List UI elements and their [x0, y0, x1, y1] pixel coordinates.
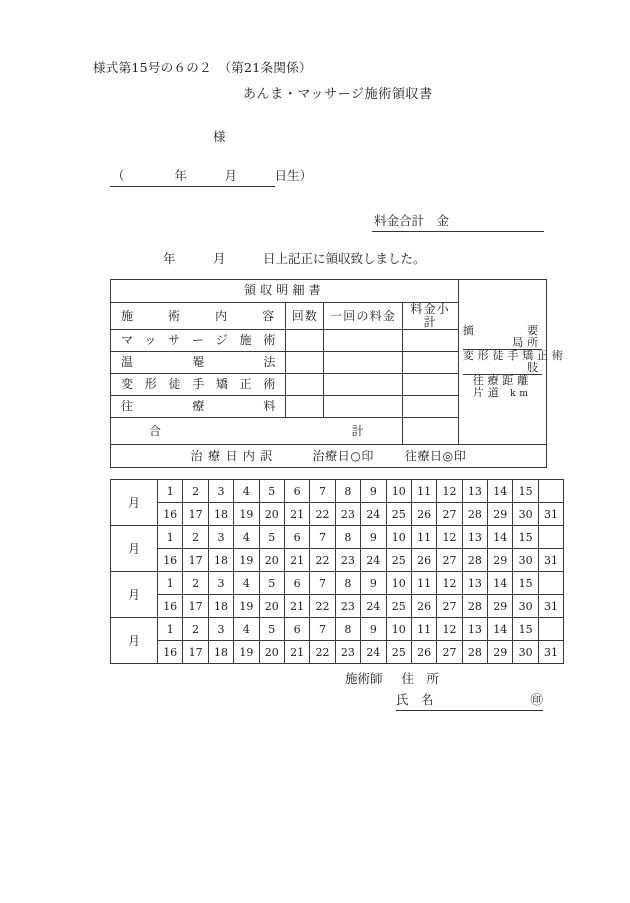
- day-cell[interactable]: 26: [411, 595, 436, 618]
- day-cell[interactable]: 8: [335, 526, 360, 549]
- day-cell[interactable]: 7: [310, 480, 335, 503]
- day-cell[interactable]: 29: [488, 503, 513, 526]
- day-cell[interactable]: 28: [462, 549, 487, 572]
- day-cell[interactable]: 17: [183, 641, 208, 664]
- day-cell[interactable]: 18: [208, 641, 233, 664]
- remarks-distance-unit: km: [510, 388, 532, 399]
- practitioner-label: 施術師: [345, 671, 383, 686]
- count-massage[interactable]: [286, 330, 324, 352]
- day-cell[interactable]: 25: [386, 595, 411, 618]
- receipt-detail-table: [110, 279, 567, 468]
- day-cell[interactable]: 5: [259, 526, 284, 549]
- birth-date-field[interactable]: （ 年 月 日生）: [110, 170, 275, 187]
- day-cell[interactable]: 12: [437, 526, 462, 549]
- month-block-2: [110, 525, 564, 572]
- treatment-days-section-header-row: [111, 445, 547, 468]
- day-cell[interactable]: 16: [158, 549, 183, 572]
- day-cell[interactable]: 20: [259, 641, 284, 664]
- day-cell[interactable]: 31: [538, 503, 563, 526]
- day-cell[interactable]: 1: [158, 526, 183, 549]
- calendar-row: [111, 480, 564, 503]
- document-title: あんま・マッサージ施術領収書: [243, 87, 433, 102]
- day-cell[interactable]: 30: [513, 503, 538, 526]
- day-cell[interactable]: 30: [513, 595, 538, 618]
- day-cell[interactable]: 18: [208, 595, 233, 618]
- treatment-days-section-header: [111, 445, 547, 468]
- month-block-3: [110, 571, 564, 618]
- day-cell-empty[interactable]: [538, 572, 563, 595]
- day-cell[interactable]: 18: [208, 549, 233, 572]
- day-cell[interactable]: 15: [513, 572, 538, 595]
- day-cell[interactable]: 4: [234, 572, 259, 595]
- day-cell[interactable]: 9: [361, 526, 386, 549]
- day-cell[interactable]: 20: [259, 595, 284, 618]
- day-cell[interactable]: 29: [488, 549, 513, 572]
- day-cell[interactable]: 26: [411, 641, 436, 664]
- day-cell[interactable]: 31: [538, 641, 563, 664]
- unit-price-deformity-correction[interactable]: [324, 374, 402, 396]
- calendar-row: [111, 526, 564, 549]
- day-cell[interactable]: 16: [158, 503, 183, 526]
- subtotal-warm-compress[interactable]: [402, 352, 458, 374]
- day-cell[interactable]: 12: [437, 572, 462, 595]
- remarks-local-label: 局所: [463, 337, 542, 350]
- day-cell[interactable]: 25: [386, 503, 411, 526]
- treatment-days-title: 治療日内訳: [190, 448, 278, 463]
- day-cell[interactable]: 3: [208, 480, 233, 503]
- column-header-count: 回数: [286, 303, 324, 330]
- day-cell-empty[interactable]: [538, 526, 563, 549]
- service-name-deformity-correction: 変形徒手矯正術: [111, 374, 286, 396]
- day-cell[interactable]: 30: [513, 641, 538, 664]
- service-name-warm-compress: 温罨法: [111, 352, 286, 374]
- day-cell[interactable]: 15: [513, 618, 538, 641]
- service-name-massage: マッサージ施術: [111, 330, 286, 352]
- day-cell[interactable]: 3: [208, 526, 233, 549]
- day-cell[interactable]: 15: [513, 480, 538, 503]
- column-header-content: 施術内容: [111, 303, 286, 330]
- day-cell[interactable]: 27: [437, 641, 462, 664]
- day-cell[interactable]: 10: [386, 480, 411, 503]
- day-cell[interactable]: 24: [361, 641, 386, 664]
- unit-price-warm-compress[interactable]: [324, 352, 402, 374]
- month-cell[interactable]: 月: [111, 526, 158, 572]
- day-cell[interactable]: 1: [158, 572, 183, 595]
- practitioner-address-row: [345, 673, 439, 686]
- day-cell[interactable]: 12: [437, 480, 462, 503]
- calendar-row: [111, 595, 564, 618]
- day-cell[interactable]: 9: [361, 480, 386, 503]
- month-cell[interactable]: 月: [111, 572, 158, 618]
- day-cell[interactable]: 1: [158, 618, 183, 641]
- day-cell[interactable]: 29: [488, 641, 513, 664]
- day-cell[interactable]: 11: [411, 618, 436, 641]
- day-cell[interactable]: 21: [284, 641, 309, 664]
- day-cell[interactable]: 4: [234, 618, 259, 641]
- day-cell[interactable]: 27: [437, 549, 462, 572]
- day-cell-empty[interactable]: [538, 480, 563, 503]
- day-cell[interactable]: 10: [386, 618, 411, 641]
- day-cell[interactable]: 19: [234, 641, 259, 664]
- remarks-limb-label: 肢: [463, 362, 542, 375]
- service-name-home-visit-fee: 往療料: [111, 396, 286, 418]
- day-cell[interactable]: 3: [208, 618, 233, 641]
- day-cell[interactable]: 14: [488, 572, 513, 595]
- day-cell[interactable]: 25: [386, 641, 411, 664]
- address-label: 住 所: [401, 671, 439, 686]
- count-warm-compress[interactable]: [286, 352, 324, 374]
- day-cell[interactable]: 7: [310, 572, 335, 595]
- day-cell[interactable]: 16: [158, 641, 183, 664]
- fee-total-field[interactable]: 料金合計 金: [372, 215, 544, 232]
- day-cell[interactable]: 2: [183, 572, 208, 595]
- day-cell[interactable]: 3: [208, 572, 233, 595]
- day-cell[interactable]: 4: [234, 480, 259, 503]
- day-cell[interactable]: 10: [386, 526, 411, 549]
- day-cell[interactable]: 13: [462, 618, 487, 641]
- day-cell[interactable]: 9: [361, 618, 386, 641]
- day-cell[interactable]: 26: [411, 503, 436, 526]
- day-cell[interactable]: 2: [183, 480, 208, 503]
- remarks-deformity-label: 変形徒手矯正術: [462, 348, 567, 362]
- day-cell[interactable]: 11: [411, 572, 436, 595]
- day-cell[interactable]: 22: [310, 595, 335, 618]
- day-cell[interactable]: 24: [361, 503, 386, 526]
- detail-table-title: 領収明細書: [111, 280, 459, 303]
- day-cell[interactable]: 29: [488, 595, 513, 618]
- day-cell[interactable]: 15: [513, 526, 538, 549]
- receipt-date-sentence: 年 月 日上記正に領収致しました。: [163, 251, 426, 266]
- day-cell[interactable]: 1: [158, 480, 183, 503]
- day-cell[interactable]: 4: [234, 526, 259, 549]
- day-cell[interactable]: 19: [234, 549, 259, 572]
- day-cell[interactable]: 2: [183, 618, 208, 641]
- day-cell[interactable]: 21: [284, 549, 309, 572]
- day-cell[interactable]: 5: [259, 618, 284, 641]
- remarks-cell[interactable]: [458, 280, 567, 445]
- remarks-visit-distance-label: 往療距離: [472, 373, 533, 387]
- day-cell[interactable]: 13: [462, 526, 487, 549]
- month-cell[interactable]: 月: [111, 480, 158, 526]
- day-cell[interactable]: 6: [284, 618, 309, 641]
- legend-visit-day: 往療日◎印: [404, 448, 467, 463]
- day-cell[interactable]: 6: [284, 480, 309, 503]
- day-cell[interactable]: 18: [208, 503, 233, 526]
- calendar-row: [111, 572, 564, 595]
- day-cell[interactable]: 19: [234, 503, 259, 526]
- day-cell[interactable]: 23: [335, 549, 360, 572]
- day-cell[interactable]: 7: [310, 618, 335, 641]
- column-header-unit-price: 一回の料金: [324, 303, 402, 330]
- detail-table-title-row: [111, 280, 547, 303]
- day-cell[interactable]: 19: [234, 595, 259, 618]
- day-cell[interactable]: 17: [183, 595, 208, 618]
- detail-total-label: 合計: [111, 418, 403, 445]
- day-cell[interactable]: 7: [310, 526, 335, 549]
- day-cell[interactable]: 9: [361, 572, 386, 595]
- day-cell[interactable]: 31: [538, 549, 563, 572]
- day-cell[interactable]: 23: [335, 641, 360, 664]
- practitioner-name-row[interactable]: [396, 694, 543, 711]
- day-cell[interactable]: 8: [335, 480, 360, 503]
- day-cell[interactable]: 20: [259, 549, 284, 572]
- calendar-row: [111, 503, 564, 526]
- day-cell[interactable]: 24: [361, 549, 386, 572]
- subtotal-massage[interactable]: [402, 330, 458, 352]
- day-cell[interactable]: 25: [386, 549, 411, 572]
- remarks-header: 摘要: [462, 323, 542, 337]
- day-cell-empty[interactable]: [538, 618, 563, 641]
- calendar-row: [111, 641, 564, 664]
- day-cell[interactable]: 12: [437, 618, 462, 641]
- day-cell[interactable]: 22: [310, 641, 335, 664]
- day-cell[interactable]: 6: [284, 572, 309, 595]
- name-label: 氏 名: [396, 692, 434, 707]
- day-cell[interactable]: 31: [538, 595, 563, 618]
- name-field[interactable]: [396, 694, 543, 711]
- day-cell[interactable]: 11: [411, 526, 436, 549]
- remarks-one-way-label: 片道: [473, 385, 503, 399]
- day-cell[interactable]: 8: [335, 572, 360, 595]
- day-cell[interactable]: 30: [513, 549, 538, 572]
- count-deformity-correction[interactable]: [286, 374, 324, 396]
- day-cell[interactable]: 27: [437, 503, 462, 526]
- month-cell[interactable]: 月: [111, 618, 158, 664]
- column-header-subtotal: 料金小計: [402, 303, 458, 330]
- patient-honorific: 様: [213, 129, 226, 144]
- detail-total-value[interactable]: [402, 418, 458, 445]
- day-cell[interactable]: 28: [462, 595, 487, 618]
- day-cell[interactable]: 2: [183, 526, 208, 549]
- calendar-row: [111, 549, 564, 572]
- day-cell[interactable]: 14: [488, 618, 513, 641]
- remarks-one-way-row: [463, 387, 542, 400]
- day-cell[interactable]: 16: [158, 595, 183, 618]
- day-cell[interactable]: 22: [310, 503, 335, 526]
- day-cell[interactable]: 5: [259, 480, 284, 503]
- day-cell[interactable]: 17: [183, 503, 208, 526]
- day-cell[interactable]: 21: [284, 595, 309, 618]
- month-block-1: [110, 479, 564, 526]
- day-cell[interactable]: 20: [259, 503, 284, 526]
- calendar-row: [111, 618, 564, 641]
- day-cell[interactable]: 10: [386, 572, 411, 595]
- day-cell[interactable]: 23: [335, 595, 360, 618]
- subtotal-home-visit-fee[interactable]: [402, 396, 458, 418]
- day-cell[interactable]: 14: [488, 480, 513, 503]
- subtotal-deformity-correction[interactable]: [402, 374, 458, 396]
- day-cell[interactable]: 22: [310, 549, 335, 572]
- day-cell[interactable]: 17: [183, 549, 208, 572]
- unit-price-massage[interactable]: [324, 330, 402, 352]
- day-cell[interactable]: 27: [437, 595, 462, 618]
- day-cell[interactable]: 28: [462, 641, 487, 664]
- month-block-4: [110, 617, 564, 664]
- day-cell[interactable]: 8: [335, 618, 360, 641]
- day-cell[interactable]: 24: [361, 595, 386, 618]
- day-cell[interactable]: 14: [488, 526, 513, 549]
- day-cell[interactable]: 6: [284, 526, 309, 549]
- day-cell[interactable]: 13: [462, 572, 487, 595]
- day-cell[interactable]: 23: [335, 503, 360, 526]
- day-cell[interactable]: 21: [284, 503, 309, 526]
- day-cell[interactable]: 5: [259, 572, 284, 595]
- day-cell[interactable]: 28: [462, 503, 487, 526]
- form-number: 様式第15号の６の２ （第21条関係）: [93, 60, 312, 75]
- count-home-visit-fee[interactable]: [286, 396, 324, 418]
- legend-treatment-day: 治療日○印: [312, 448, 374, 463]
- unit-price-home-visit-fee[interactable]: [324, 396, 402, 418]
- day-cell[interactable]: 26: [411, 549, 436, 572]
- seal-icon: ㊞: [530, 692, 543, 707]
- day-cell[interactable]: 13: [462, 480, 487, 503]
- day-cell[interactable]: 11: [411, 480, 436, 503]
